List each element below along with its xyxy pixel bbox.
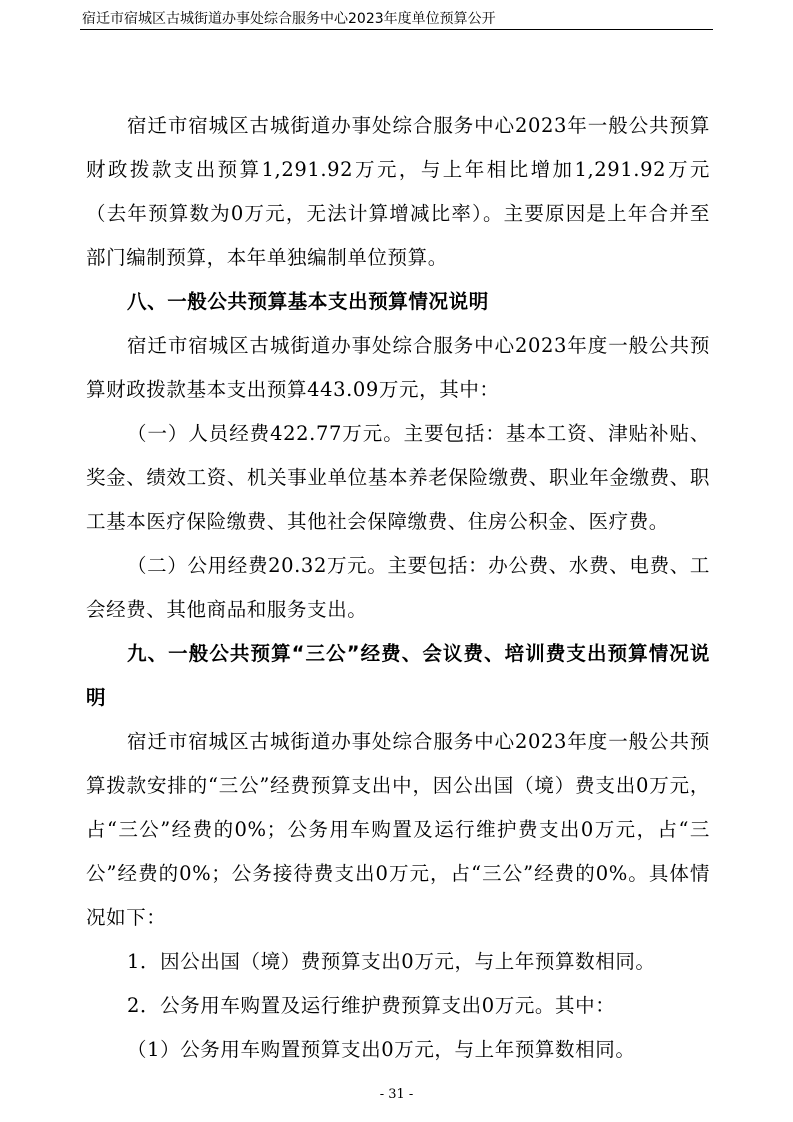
header-rule (80, 29, 713, 30)
section-heading-8: 八、一般公共预算基本支出预算情况说明 (127, 290, 489, 313)
paragraph-personnel-expenses: （一）人员经费422.77万元。主要包括：基本工资、津贴补贴、奖金、绩效工资、机关事业单位基本养老保险缴费、职业年金缴费、职工基本医疗保险缴费、其他社会保障缴费、住房公积金、医疗费。 (86, 422, 710, 533)
paragraph-basic-expenditure: 宿迁市宿城区古城街道办事处综合服务中心2023年度一般公共预算财政拨款基本支出预算443.09万元，其中： (86, 334, 710, 401)
document-body (86, 104, 710, 1072)
section-heading-9: 九、一般公共预算“三公”经费、会议费、培训费支出预算情况说明 (86, 642, 710, 709)
page-number: - 31 - (379, 1087, 414, 1102)
paragraph-public-expenses: （二）公用经费20.32万元。主要包括：办公费、水费、电费、工会经费、其他商品和服务支出。 (86, 554, 710, 621)
running-header: 宿迁市宿城区古城街道办事处综合服务中心2023年度单位预算公开 (82, 11, 496, 27)
paragraph-budget-overview: 宿迁市宿城区古城街道办事处综合服务中心2023年一般公共预算财政拨款支出预算1,291.92万元，与上年相比增加1,291.92万元（去年预算数为0万元，无法计算增减比率）。主要原因是上年合并至部门编制预算，本年单独编制单位预算。 (86, 114, 710, 269)
list-item-1: 1．因公出国（境）费预算支出0万元，与上年预算数相同。 (127, 950, 656, 973)
paragraph-three-public-expenses: 宿迁市宿城区古城街道办事处综合服务中心2023年度一般公共预算拨款安排的“三公”经费预算支出中，因公出国（境）费支出0万元，占“三公”经费的0%；公务用车购置及运行维护费支出0万元，占“三公”经费的0%；公务接待费支出0万元，占“三公”经费的0%。具体情况如下： (86, 730, 710, 929)
list-item-2-1: （1）公务用车购置预算支出0万元，与上年预算数相同。 (127, 1038, 636, 1061)
list-item-2: 2．公务用车购置及运行维护费预算支出0万元。其中： (127, 994, 616, 1017)
